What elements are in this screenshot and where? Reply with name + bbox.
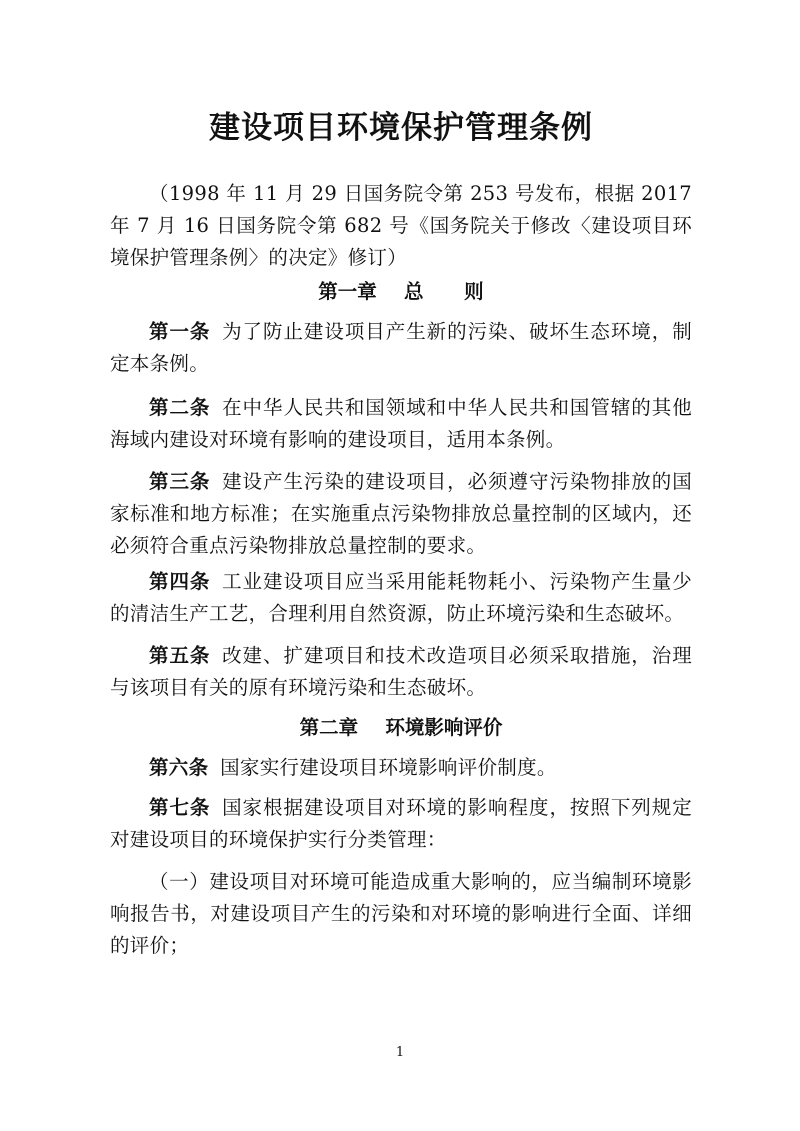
page-number: 1 [395,1045,405,1060]
article-3 [110,466,692,562]
article-6 [110,752,692,784]
article-3-text: 建设产生污染的建设项目，必须遵守污染物排放的国家标准和地方标准；在实施重点污染物排放总量控制的区域内，还必须符合重点污染物排放总量控制的要求。 [110,470,692,557]
document-title: 建设项目环境保护管理条例 [209,110,593,146]
article-4-label: 第四条 [149,570,211,593]
chapter-2-heading: 第二章 环境影响评价 [299,716,503,739]
article-4-text: 工业建设项目应当采用能耗物耗小、污染物产生量少的清洁生产工艺，合理利用自然资源，防止环境污染和生态破坏。 [110,570,692,625]
article-7-text: 国家根据建设项目对环境的影响程度，按照下列规定对建设项目的环境保护实行分类管理： [110,796,692,851]
chapter-1-heading: 第一章 总 则 [318,280,484,303]
article-6-text: 国家实行建设项目环境影响评价制度。 [220,756,557,779]
article-3-label: 第三条 [149,470,211,493]
article-5-text: 改建、扩建项目和技术改造项目必须采取措施，治理与该项目有关的原有环境污染和生态破坏。 [110,644,692,699]
article-5-label: 第五条 [149,644,211,667]
article-2-label: 第二条 [149,396,211,419]
article-2-text: 在中华人民共和国领域和中华人民共和国管辖的其他海域内建设对环境有影响的建设项目，适用本条例。 [110,396,692,451]
article-7-item-1: （一）建设项目对环境可能造成重大影响的，应当编制环境影响报告书，对建设项目产生的污染和对环境的影响进行全面、详细的评价； [110,870,692,957]
article-1-text: 为了防止建设项目产生新的污染、破坏生态环境，制定本条例。 [110,320,692,375]
article-5 [110,640,692,704]
article-7-label: 第七条 [149,796,211,819]
preamble-paragraph: （1998 年 11 月 29 日国务院令第 253 号发布，根据 2017 年 7 月 16 日国务院令第 682 号《国务院关于修改〈建设项目环境保护管理条例〉的决定》修订） [110,182,692,269]
article-1-label: 第一条 [149,320,211,343]
article-6-label: 第六条 [149,756,209,779]
article-2 [110,392,692,456]
article-4 [110,566,692,630]
article-1 [110,316,692,380]
article-7 [110,792,692,856]
